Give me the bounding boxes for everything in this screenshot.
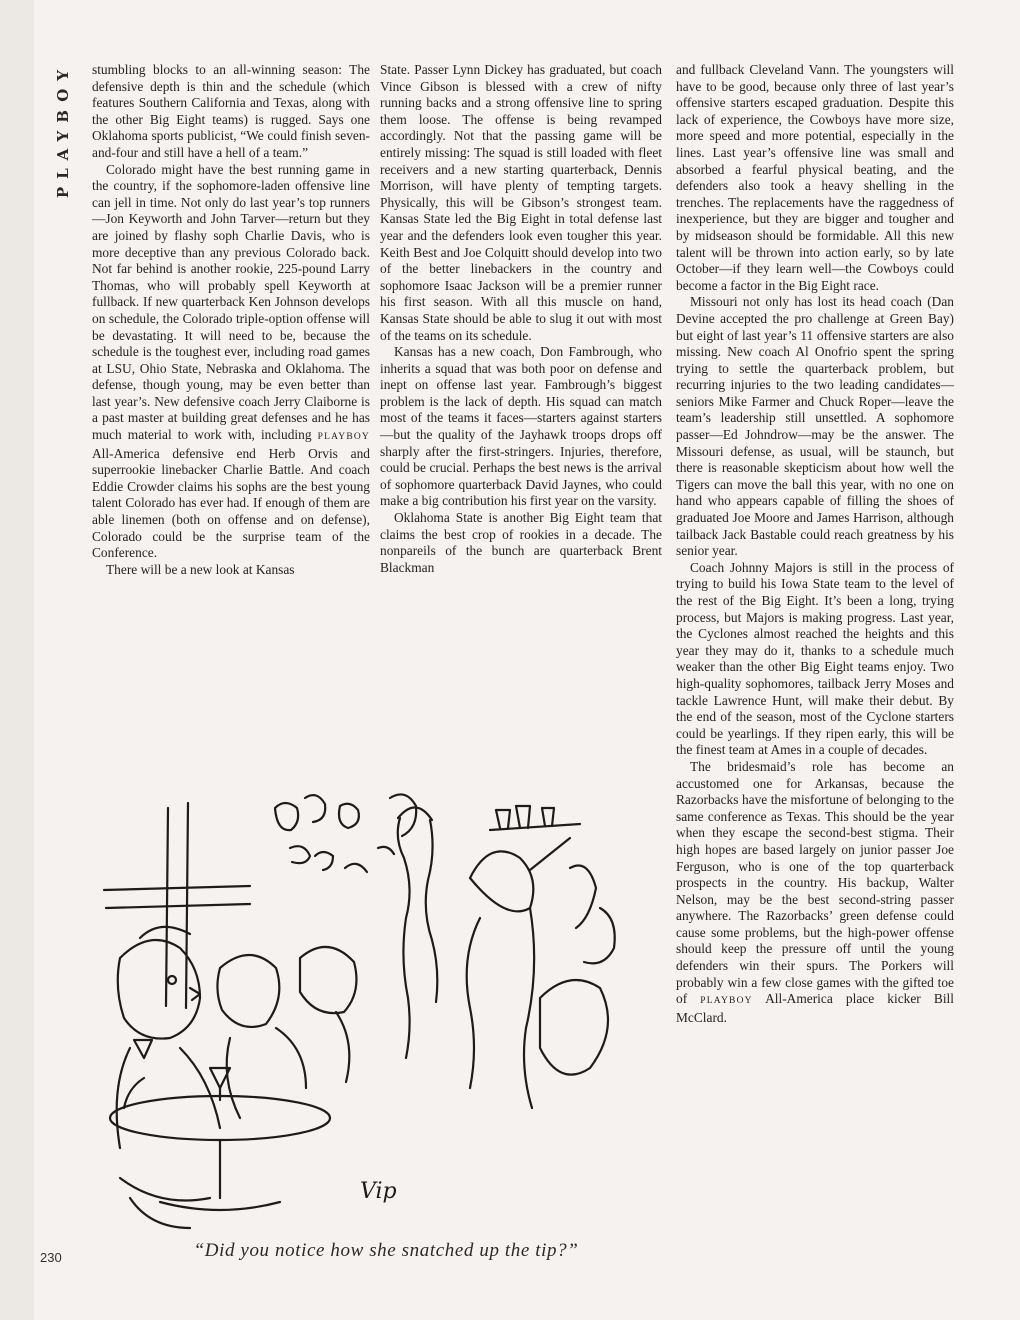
paragraph: Coach Johnny Majors is still in the process of trying to build his Iowa State team to the level of the rest of the Big Eight. It’s been a long, trying process, but Majors is making progress. Last year, the Cyclones almost reached the heights and this year they may do it, thanks to a schedule much weaker than the other Big Eight teams enjoy. Two high-quality sophomores, tailback Jerry Moses and tackle Lawrence Hunt, will make their debut. By the end of the season, most of the Cyclone starters could be yearlings. If they ripen early, this will be the finest team at Ames in a couple of decades. <box>676 559 954 758</box>
page-number: 230 <box>40 1250 62 1265</box>
paragraph: and fullback Cleveland Vann. The youngsters will have to be good, because only three of last year’s offensive starters escaped graduation. Despite this lack of experience, the Cowboys have more size, more speed and more potential, especially in the lines. Last year’s offensive line was small and absorbed a fearful physical beating, and the defenders also took a heavy shelling in the trenches. The replacements have the raggedness of inexperience, but they are bigger and tougher and by midseason should be formidable. All this new talent will be thrown into action early, so by late October—if they learn well—the Cowboys could become a factor in the Big Eight race. <box>676 62 954 293</box>
paragraph: Missouri not only has lost its head coach (Dan Devine accepted the pro challenge at Green Bay) but eight of last year’s 11 offensive starters are also missing. New coach Al Onofrio spent the spring trying to settle the quarterback problem, but recurring injuries to the two leading candidates—seniors Mike Farmer and Chuck Roper—leave the team’s leadership still unsettled. A sophomore passer—Ed Johndrow—may be the answer. The Missouri defense, as usual, will be staunch, but there is reasonable skepticism about how well the Tigers can move the ball this year, with no one on hand who appears capable of filling the shoes of graduated Joe Moore and James Harrison, although tailback Jack Bastable could reach greatness by his senior year. <box>676 294 954 559</box>
article-column-1 <box>92 62 370 578</box>
paragraph: State. Passer Lynn Dickey has graduated, but coach Vince Gibson is blessed with a crew of nifty running backs and a strong offensive line to spring them loose. The offense is being revamped accordingly. Not that the passing game will be entirely missing: The squad is still loaded with fleet receivers and a new starting quarterback, Dennis Morrison, will have plenty of tempting targets. Physically, this will be Gibson’s strongest team. Kansas State led the Big Eight in total defense last year and the defenders look even tougher this year. Keith Best and Joe Colquitt should develop into two of the better linebackers in the country and sophomore Isaac Jackson will be a premier runner his first season. With all this muscle on hand, Kansas State should be able to slug it out with most of the teams on its schedule. <box>380 62 662 343</box>
paragraph-text: All-America place kicker Bill McClard. <box>676 991 954 1025</box>
cartoon-illustration <box>100 758 670 1238</box>
magazine-name-inline: PLAYBOY <box>317 432 370 443</box>
paragraph-text: The bridesmaid’s role has become an accustomed one for Arkansas, because the Razorbacks have the misfortune of belonging to the same conference as Texas. This should be the year when they escape the second-best stigma. Their high hopes are based largely on junior passer Joe Ferguson, who is one of the top quarterback prospects in the country. His backup, Walter Nelson, may be the best second-string passer anywhere. The Razorbacks’ green defense could cause some problems, but the high-power offense should keep the pressure off until the young defenders win their spurs. The Porkers will probably win a few close games with the gifted toe of <box>676 758 954 1007</box>
cartoon-signature: Vip <box>360 1179 397 1204</box>
paragraph-text: Colorado might have the best running game in the country, if the sophomore-laden offensive line can jell in time. Not only do last year’s top runners—Jon Keyworth and John Tarver—return but they are joined by flashy soph Charlie Davis, who is more deceptive than any previous Colorado back. Not far behind is another rookie, 225-pound Larry Thomas, who will probably spell Keyworth at fullback. If new quarterback Ken Johnson develops on schedule, the Colorado triple-option offense will be devastating. It will need to be, because the schedule is the toughest ever, including road games at LSU, Ohio State, Nebraska and Oklahoma. The defense, though young, may be even better than last year’s. New defensive coach Jerry Claiborne is a past master at building great defenses and he has much material to work with, including <box>92 161 370 443</box>
article-column-2 <box>380 62 662 576</box>
running-head: PLAYBOY <box>54 62 72 199</box>
paragraph-text: All-America defensive end Herb Orvis and superrookie linebacker Charlie Battle. And coach Eddie Crowder claims his sophs are the best young talent Colorado has ever had. If enough of them are able linemen (both on offense and on defense), Colorado could be the surprise team of the Conference. <box>92 445 370 561</box>
paragraph: stumbling blocks to an all-winning season: The defensive depth is thin and the schedule (which features Southern California and Texas, along with the other Big Eight teams) is rugged. Says one Oklahoma sports publicist, “We could finish seven-and-four and still have a hell of a team.” <box>92 62 370 160</box>
article-column-3 <box>676 62 954 1026</box>
magazine-name-inline: PLAYBOY <box>700 996 753 1007</box>
cartoon-caption: “Did you notice how she snatched up the tip?” <box>193 1240 579 1261</box>
paragraph <box>676 759 954 1027</box>
paragraph: Oklahoma State is another Big Eight team that claims the best crop of rookies in a decade. The nonpareils of the bunch are quarterback Brent Blackman <box>380 510 662 575</box>
paragraph <box>92 162 370 562</box>
paragraph: Kansas has a new coach, Don Fambrough, who inherits a squad that was both poor on defense and inept on offense last year. Fambrough’s biggest problem is the lack of depth. His squad can match most of the teams it faces—starters against starters—but the quality of the Jayhawk troops drops off sharply after the first-stringers. Injuries, therefore, could be crucial. Perhaps the best news is the arrival of sophomore quarterback David Jaynes, who could make a big contribution his first year on the varsity. <box>380 344 662 509</box>
paragraph: There will be a new look at Kansas <box>106 561 295 577</box>
